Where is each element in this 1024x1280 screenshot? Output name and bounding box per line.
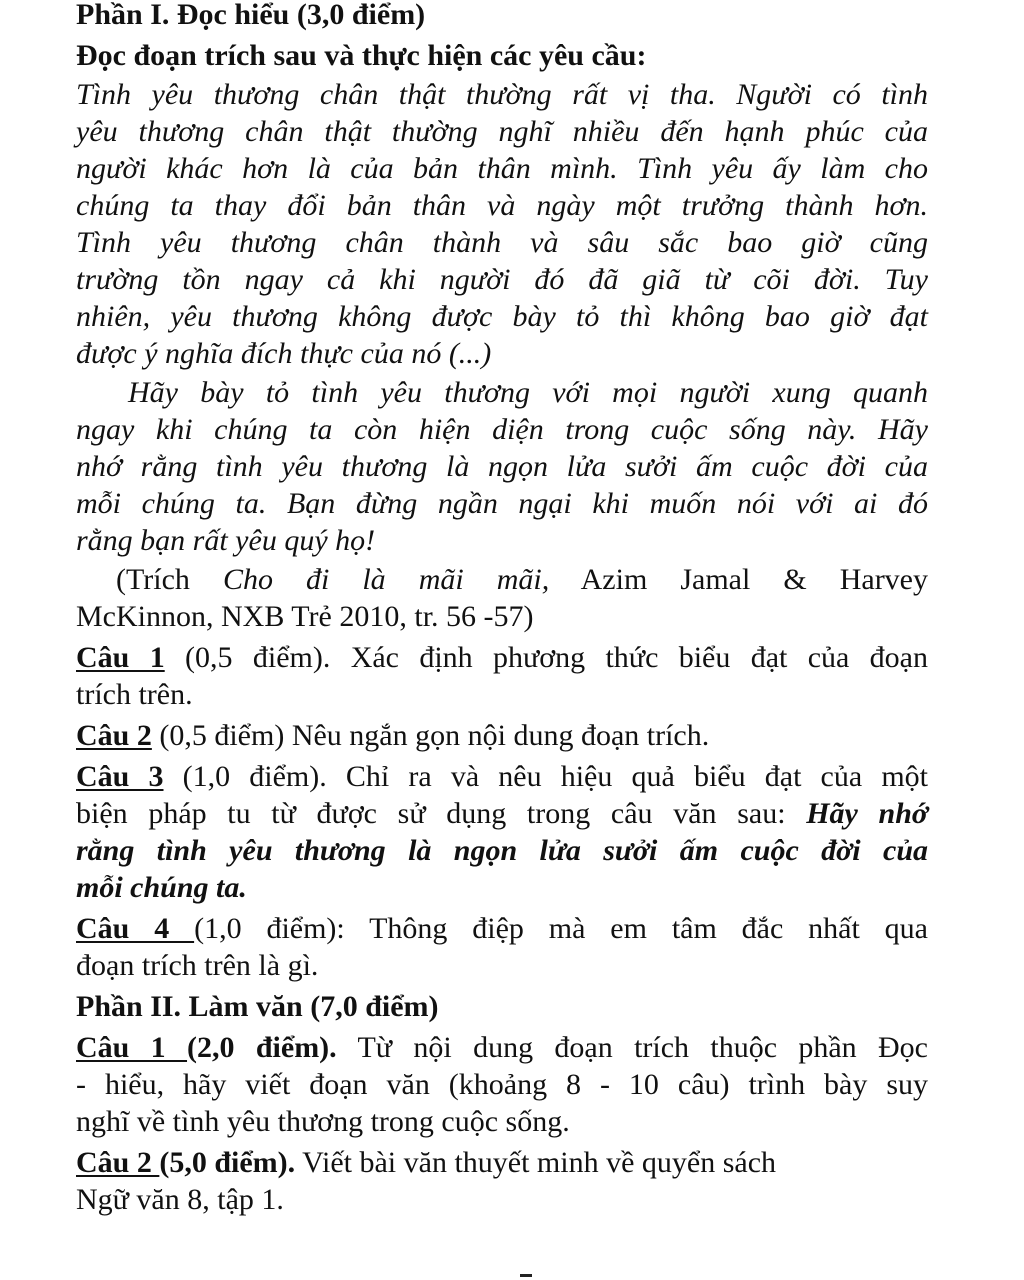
question-text: (1,0 điểm). Chỉ ra và nêu hiệu quả biểu đạt của một <box>163 760 928 793</box>
question-text: Ngữ văn 8, tập 1. <box>76 1183 284 1216</box>
part1-title: Phần I. Đọc hiểu (3,0 điểm) <box>76 0 426 31</box>
passage-line: Tình yêu thương chân thật thường rất vị tha. Người có tình <box>76 78 928 111</box>
passage-line: nhiên, yêu thương không được bày tỏ thì không bao giờ đạt <box>76 300 928 333</box>
page-edge-mark <box>520 1274 532 1277</box>
question-text: (0,5 điểm) Nêu ngắn gọn nội dung đoạn trích. <box>151 719 710 752</box>
passage-line: rằng bạn rất yêu quý họ! <box>76 524 376 557</box>
passage-line: trường tồn ngay cả khi người đó đã giã từ cõi đời. Tuy <box>76 263 928 296</box>
question-text: - hiểu, hãy viết đoạn văn (khoảng 8 - 10 câu) trình bày suy <box>76 1068 928 1101</box>
passage-line: mỗi chúng ta. Bạn đừng ngần ngại khi muốn nói với ai đó <box>76 487 928 520</box>
question-3 <box>76 758 928 906</box>
question-label: Câu 1 <box>76 641 165 674</box>
essay-question-2 <box>76 1144 928 1218</box>
passage-line: Hãy bày tỏ tình yêu thương với mọi người xung quanh <box>128 376 928 409</box>
question-1 <box>76 639 928 713</box>
source-line-2: McKinnon, NXB Trẻ 2010, tr. 56 -57) <box>76 600 534 633</box>
passage-line: người khác hơn là của bản thân mình. Tình yêu ấy làm cho <box>76 152 928 185</box>
passage-line: Tình yêu thương chân thành và sâu sắc bao giờ cũng <box>76 226 928 259</box>
question-text: Từ nội dung đoạn trích thuộc phần Đọc <box>336 1031 928 1064</box>
exam-page <box>76 0 928 1218</box>
question-score: (5,0 điểm). <box>159 1146 296 1179</box>
passage-line: ngay khi chúng ta còn hiện diện trong cuộc sống này. Hãy <box>76 413 928 446</box>
question-text: (1,0 điểm): Thông điệp mà em tâm đắc nhất qua <box>194 912 928 945</box>
source-citation <box>76 561 928 635</box>
passage-line: yêu thương chân thật thường nghĩ nhiều đến hạnh phúc của <box>76 115 928 148</box>
passage-line: chúng ta thay đổi bản thân và ngày một trưởng thành hơn. <box>76 189 928 222</box>
question-label: Câu 2 <box>76 719 152 752</box>
quoted-sentence: rằng tình yêu thương là ngọn lửa sưởi ấm cuộc đời của <box>76 834 928 867</box>
passage-line: được ý nghĩa đích thực của nó (...) <box>76 337 492 370</box>
source-prefix: (Trích <box>116 563 223 596</box>
question-label: Câu 4 <box>76 912 195 945</box>
question-text: Viết bài văn thuyết minh về quyển sách <box>295 1146 777 1179</box>
question-2 <box>76 717 928 754</box>
quoted-sentence: mỗi chúng ta. <box>76 871 247 904</box>
passage-paragraph-2 <box>76 374 928 559</box>
question-label: Câu 2 <box>76 1146 160 1179</box>
question-label: Câu 1 <box>76 1031 188 1064</box>
essay-question-1 <box>76 1029 928 1140</box>
source-book-title: Cho đi là mãi mãi, <box>222 563 550 596</box>
part2-title: Phần II. Làm văn (7,0 điểm) <box>76 990 439 1023</box>
question-text: biện pháp tu từ được sử dụng trong câu văn sau: <box>76 797 807 830</box>
question-text: (0,5 điểm). Xác định phương thức biểu đạt của đoạn <box>164 641 928 674</box>
question-4 <box>76 910 928 984</box>
question-score: (2,0 điểm). <box>187 1031 337 1064</box>
question-text: trích trên. <box>76 678 193 711</box>
source-authors: Azim Jamal & Harvey <box>549 563 928 596</box>
question-text: đoạn trích trên là gì. <box>76 949 319 982</box>
question-text: nghĩ về tình yêu thương trong cuộc sống. <box>76 1105 570 1138</box>
source-line-1 <box>76 561 928 598</box>
part1-instruction: Đọc đoạn trích sau và thực hiện các yêu cầu: <box>76 39 647 72</box>
passage-line: nhớ rằng tình yêu thương là ngọn lửa sưởi ấm cuộc đời của <box>76 450 928 483</box>
quoted-sentence: Hãy nhớ <box>806 797 928 830</box>
question-label: Câu 3 <box>76 760 164 793</box>
passage-paragraph-1 <box>76 76 928 372</box>
